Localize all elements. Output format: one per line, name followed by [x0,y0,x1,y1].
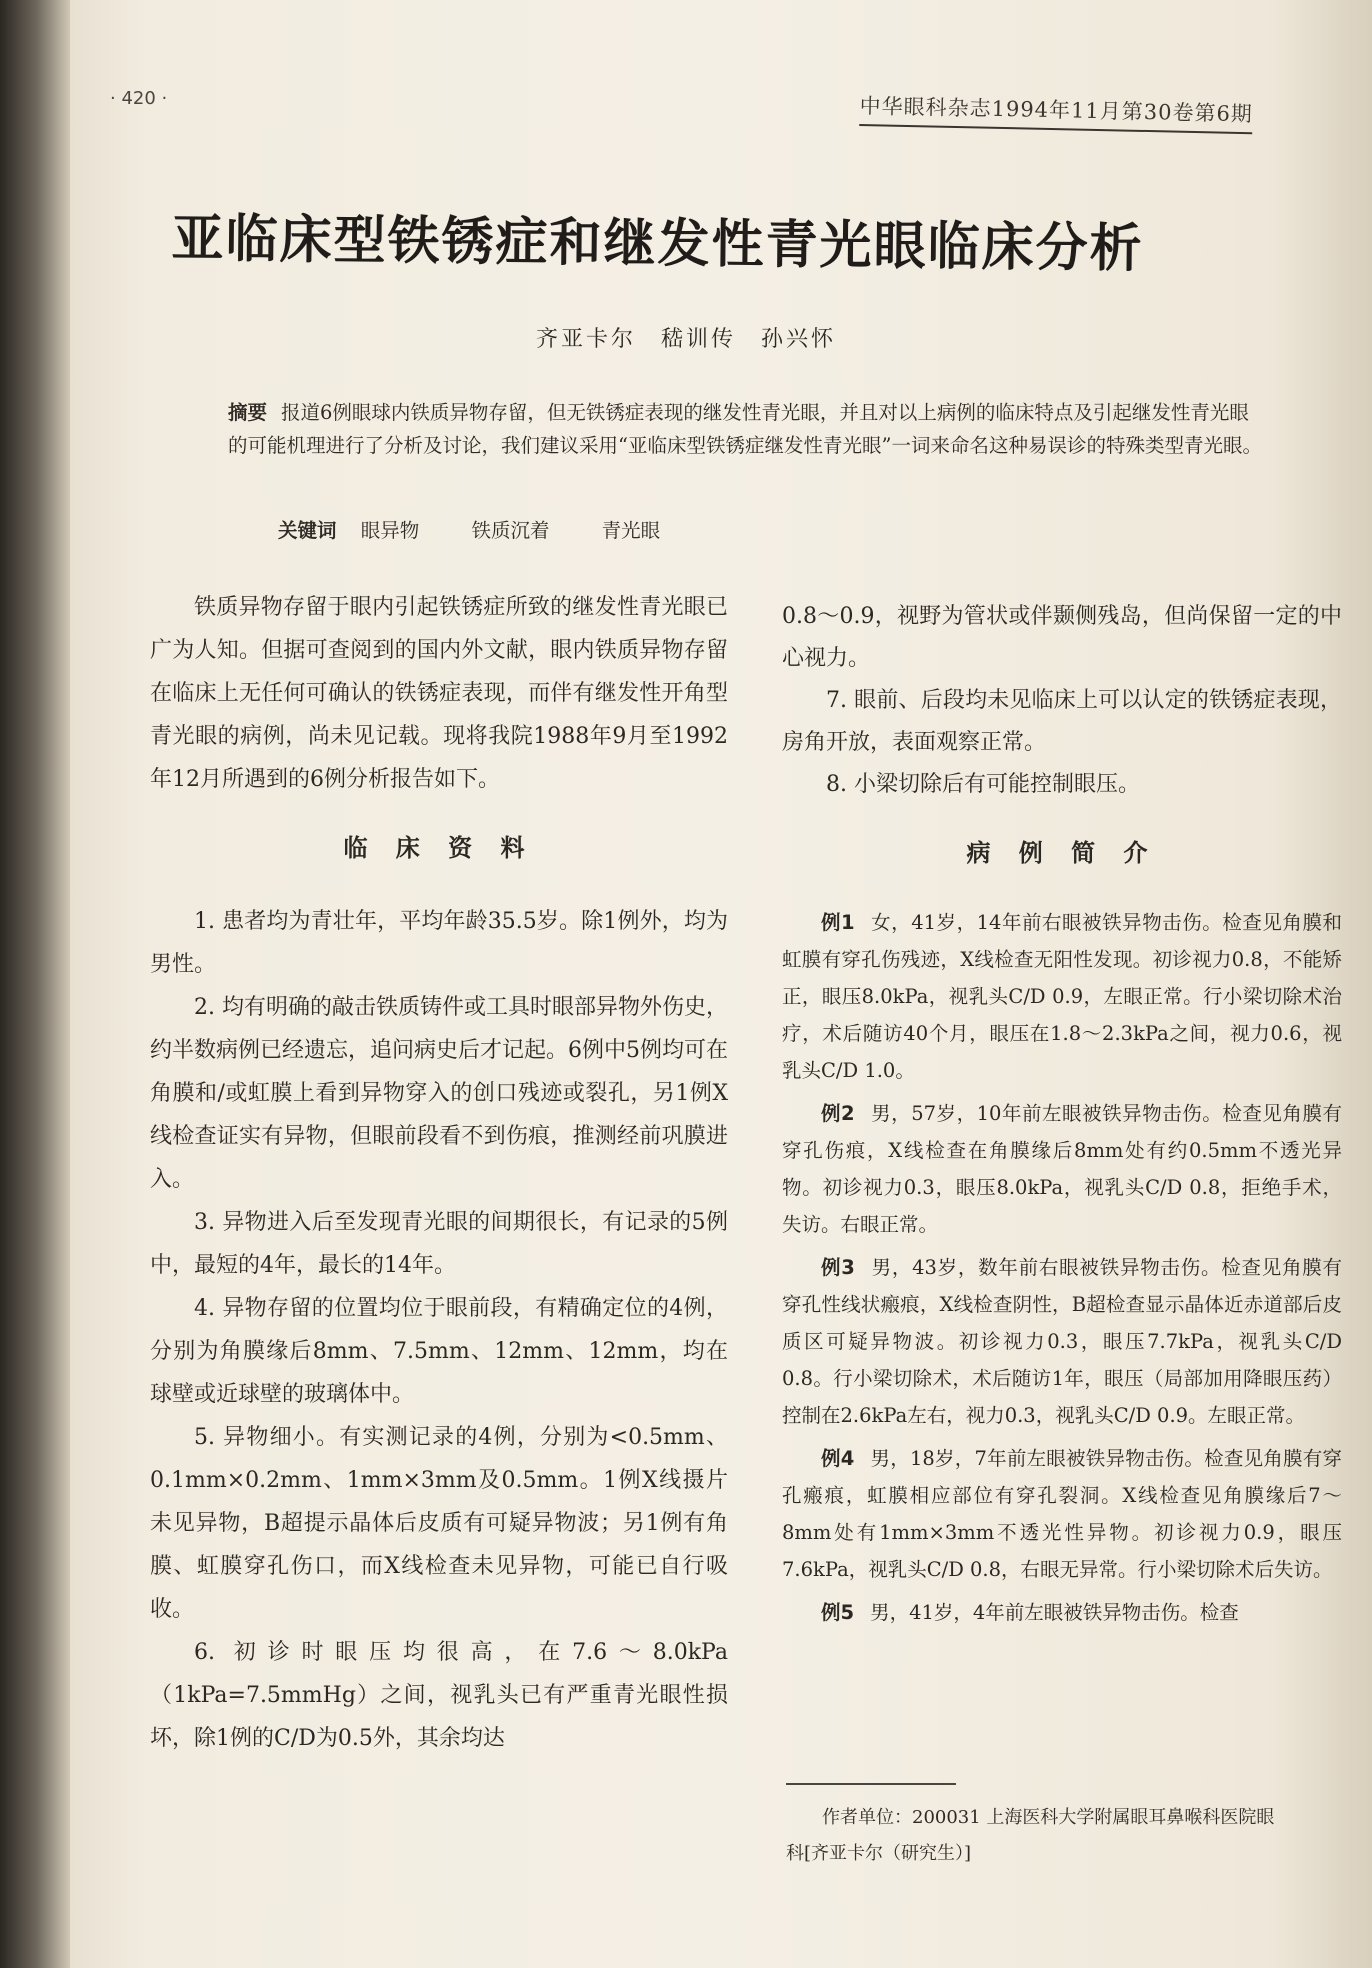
abstract [228,396,1268,462]
keywords [278,515,706,543]
case-label: 例1 [821,911,855,934]
clinical-item-1: 1. 患者均为青壮年，平均年龄35.5岁。除1例外，均为男性。 [150,909,728,977]
footnote-divider [786,1783,956,1785]
case-label: 例5 [821,1601,855,1624]
case-text: 男，41岁，4年前左眼被铁异物击伤。检查 [870,1601,1239,1624]
keywords-label: 关键词 [278,519,337,542]
case-text: 男，18岁，7年前左眼被铁异物击伤。检查见角膜有穿孔瘢痕，虹膜相应部位有穿孔裂洞。X线检查见角膜缘后7～8mm处有1mm×3mm不透光性异物。初诊视力0.9，眼压7.6kPa，视乳头C/D 0.8，右眼无异常。行小梁切除术后失访。 [782,1447,1342,1581]
article-title: 亚临床型铁锈症和继发性青光眼临床分析 [171,208,1144,280]
left-column [150,586,728,1760]
clinical-item-5: 5. 异物细小。有实测记录的4例，分别为<0.5mm、0.1mm×0.2mm、1mm×3mm及0.5mm。1例X线摄片未见异物，B超提示晶体后皮质有可疑异物波；另1例有角膜、虹膜穿孔伤口，而X线检查未见异物，可能已自行吸收。 [150,1425,728,1622]
section-heading-clinical-data: 临 床 资 料 [343,834,535,862]
right-column [782,596,1342,1637]
clinical-item-3: 3. 异物进入后至发现青光眼的间期很长，有记录的5例中，最短的4年，最长的14年。 [150,1210,728,1278]
case-report-5 [782,1594,1342,1631]
keyword-2: 铁质沉着 [471,519,550,542]
case-text: 男，43岁，数年前右眼被铁异物击伤。检查见角膜有穿孔性线状瘢痕，X线检查阴性，B超检查显示晶体近赤道部后皮质区可疑异物波。初诊视力0.3，眼压7.7kPa，视乳头C/D 0.8。行小梁切除术，术后随访1年，眼压（局部加用降眼压药）控制在2.6kPa左右，视力0.3，视乳头C/D 0.9。左眼正常。 [782,1256,1342,1427]
clinical-item-2: 2. 均有明确的敲击铁质铸件或工具时眼部异物外伤史，约半数病例已经遗忘，追问病史后才记起。6例中5例均可在角膜和/或虹膜上看到异物穿入的创口残迹或裂孔，另1例X线检查证实有异物，但眼前段看不到伤痕，推测经前巩膜进入。 [150,995,728,1192]
footnote-line-1: 作者单位：200031 上海医科大学附属眼耳鼻喉科医院眼 [822,1807,1275,1828]
footnote-line-2: 科[齐亚卡尔（研究生）] [786,1843,972,1864]
case-report-1 [782,904,1342,1089]
abstract-label: 摘要 [228,401,268,424]
article-authors: 齐亚卡尔 嵇训传 孙兴怀 [535,327,836,352]
case-text: 男，57岁，10年前左眼被铁异物击伤。检查见角膜有穿孔伤痕，X线检查在角膜缘后8mm处有约0.5mm不透光异物。初诊视力0.3，眼压8.0kPa，视乳头C/D 0.8，拒绝手术，失访。右眼正常。 [782,1102,1342,1236]
journal-header: 中华眼科杂志1994年11月第30卷第6期 [859,90,1253,134]
clinical-item-6: 6. 初诊时眼压均很高，在7.6～8.0kPa（1kPa=7.5mmHg）之间，视乳头已有严重青光眼性损坏，除1例的C/D为0.5外，其余均达 [150,1640,728,1751]
case-report-3 [782,1249,1342,1434]
case-report-4 [782,1440,1342,1588]
author-affiliation-footnote [786,1800,1346,1872]
clinical-item-4: 4. 异物存留的位置均位于眼前段，有精确定位的4例，分别为角膜缘后8mm、7.5mm、12mm、12mm，均在球壁或近球壁的玻璃体中。 [150,1296,728,1407]
continuation-paragraph: 0.8～0.9，视野为管状或伴颞侧残岛，但尚保留一定的中心视力。 [782,604,1342,671]
case-label: 例4 [821,1447,855,1470]
section-heading-case-reports: 病 例 简 介 [966,839,1158,867]
clinical-item-8: 8. 小梁切除后有可能控制眼压。 [826,772,1140,797]
abstract-text: 报道6例眼球内铁质异物存留，但无铁锈症表现的继发性青光眼，并且对以上病例的临床特点及引起继发性青光眼的可能机理进行了分析及讨论，我们建议采用“亚临床型铁锈症继发性青光眼”一词来命名这种易误诊的特殊类型青光眼。 [228,401,1262,457]
keyword-3: 青光眼 [601,519,661,542]
intro-paragraph: 铁质异物存留于眼内引起铁锈症所致的继发性青光眼已广为人知。但据可查阅到的国内外文献，眼内铁质异物存留在临床上无任何可确认的铁锈症表现，而伴有继发性开角型青光眼的病例，尚未见记载。现将我院1988年9月至1992年12月所遇到的6例分析报告如下。 [150,595,728,792]
case-report-2 [782,1095,1342,1243]
page-number: · 420 · [110,88,168,109]
case-label: 例3 [821,1256,855,1279]
case-label: 例2 [821,1102,855,1125]
keyword-1: 眼异物 [360,519,420,542]
case-text: 女，41岁，14年前右眼被铁异物击伤。检查见角膜和虹膜有穿孔伤残迹，X线检查无阳性发现。初诊视力0.8，不能矫正，眼压8.0kPa，视乳头C/D 0.9，左眼正常。行小梁切除术治疗，术后随访40个月，眼压在1.8～2.3kPa之间，视力0.6，视乳头C/D 1.0。 [782,911,1342,1082]
clinical-item-7: 7. 眼前、后段均未见临床上可以认定的铁锈症表现，房角开放，表面观察正常。 [782,688,1342,755]
